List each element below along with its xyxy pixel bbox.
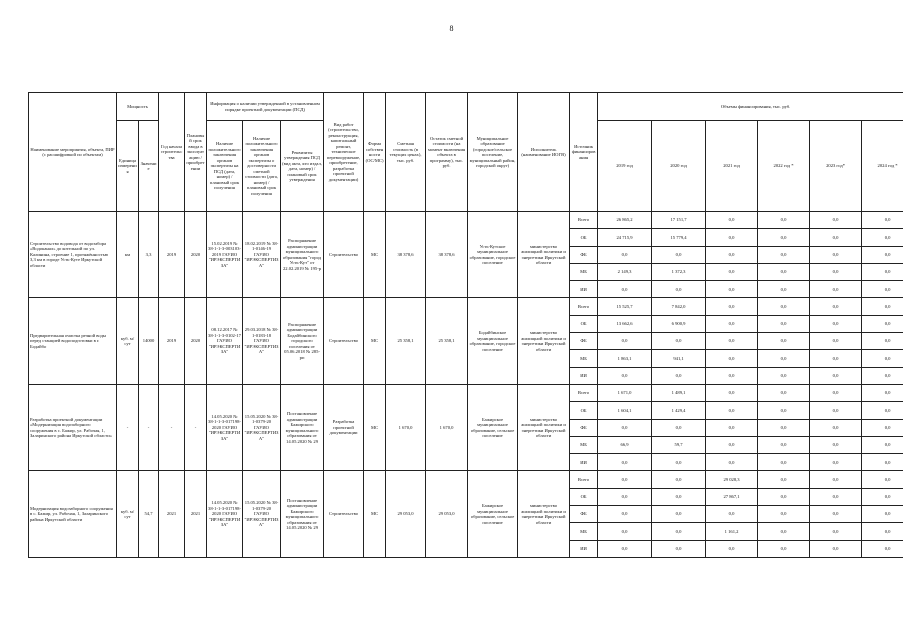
funding-value: 0,0: [862, 333, 903, 350]
header-year-2023: 2023 год*: [810, 121, 862, 212]
funding-value: 0,0: [862, 384, 903, 401]
funding-source-label: ФБ: [570, 506, 598, 523]
start-year: 2019: [159, 298, 185, 384]
funding-value: 0,0: [706, 436, 758, 453]
capacity-unit: км: [117, 212, 139, 298]
funding-value: 0,0: [862, 246, 903, 263]
funding-value: 0,0: [758, 333, 810, 350]
funding-value: 0,0: [810, 384, 862, 401]
funding-value: 6 900,9: [652, 315, 706, 332]
funding-value: 0,0: [862, 488, 903, 505]
table-row: [29, 298, 903, 315]
funding-value: 0,0: [810, 367, 862, 384]
funding-value: 0,0: [810, 315, 862, 332]
funding-source-label: Всего: [570, 298, 598, 315]
object-name: Модернизация водозаборного сооружения в с. Бажир, ул. Рабочая, 1, Заларинского района Иркутской области: [29, 471, 117, 557]
funding-value: 2 149,3: [598, 263, 652, 280]
funding-value: 0,0: [758, 506, 810, 523]
object-name: Строительство водовода от водозабора «Водоканал» до котельной по ул. Калинина, строение 1, протяжённостью 3,3 км в городе Усть-Куте Иркутской области: [29, 212, 117, 298]
header-capacity: Мощность: [117, 93, 159, 121]
planned-year: 2020: [185, 212, 207, 298]
capacity-value: -: [139, 384, 159, 470]
funding-value: 0,0: [758, 419, 810, 436]
funding-value: 0,0: [758, 384, 810, 401]
funding-value: 0,0: [810, 540, 862, 557]
expertise-cost: 29.03.2018 № 38-1-0183-18 ГАУИО "ИРЭКСПЕРТИЗА": [243, 298, 281, 384]
header-estimate-cost: Сметная стоимость (в текущих ценах), тыс. руб.: [386, 93, 426, 212]
executor: министерство жилищной политики и энергетики Иркутской области: [518, 212, 570, 298]
funding-value: 0,0: [862, 506, 903, 523]
funding-value: 0,0: [706, 419, 758, 436]
funding-value: 1 863,1: [598, 350, 652, 367]
expertise-psd: 08.12.2017 № 38-1-1-3-0102-17 ГАУИО "ИРЭКСПЕРТИЗА": [207, 298, 243, 384]
object-name: Предварительная очистка речной воды перед станцией водоподготовки в г. Бодайбо: [29, 298, 117, 384]
funding-value: 0,0: [706, 298, 758, 315]
funding-value: 0,0: [862, 454, 903, 471]
funding-value: 0,0: [862, 523, 903, 540]
work-type: Разработка проектной документации: [324, 384, 364, 470]
capacity-value: 54,7: [139, 471, 159, 557]
planned-year: -: [185, 384, 207, 470]
header-name: Наименование мероприятия, объекта, ПИР (с расшифровкой по объектам): [29, 93, 117, 212]
funding-value: 7 842,0: [652, 298, 706, 315]
funding-value: 0,0: [598, 281, 652, 298]
estimate-cost: 38 378,6: [386, 212, 426, 298]
ownership: МС: [364, 212, 386, 298]
header-year-2021: 2021 год: [706, 121, 758, 212]
funding-value: 0,0: [862, 471, 903, 488]
funding-source-label: Всего: [570, 384, 598, 401]
funding-value: 1 671,0: [598, 384, 652, 401]
expertise-cost: 15.05.2020 № 38-1-0379-20 ГАУИО "ИРЭКСПЕРТИЗА": [243, 471, 281, 557]
ownership: МС: [364, 298, 386, 384]
funding-value: 17 151,7: [652, 212, 706, 229]
funding-value: 0,0: [598, 488, 652, 505]
header-ownership: Форма собственности (ОС/МС): [364, 93, 386, 212]
executor: министерство жилищной политики и энергетики Иркутской области: [518, 471, 570, 557]
funding-value: 0,0: [652, 540, 706, 557]
start-year: -: [159, 384, 185, 470]
funding-value: 0,0: [706, 384, 758, 401]
funding-value: 0,0: [652, 367, 706, 384]
capacity-unit: -: [117, 384, 139, 470]
funding-value: 1 372,3: [652, 263, 706, 280]
funding-value: 0,0: [706, 246, 758, 263]
funding-value: 0,0: [758, 488, 810, 505]
funding-value: 0,0: [862, 436, 903, 453]
funding-value: 1 161,2: [706, 523, 758, 540]
capacity-value: 3,3: [139, 212, 159, 298]
funding-value: 0,0: [862, 419, 903, 436]
funding-value: 59,7: [652, 436, 706, 453]
expertise-cost: 18.02.2019 № 38-1-0146-19 ГАУИО "ИРЭКСПЕРТИЗА": [243, 212, 281, 298]
expertise-psd: 14.05.2020 № 38-1-1-3-017198-2020 ГАУИО "ИРЭКСПЕРТИЗА": [207, 384, 243, 470]
funding-value: 0,0: [810, 281, 862, 298]
funding-value: 0,0: [706, 263, 758, 280]
header-remaining-cost: Остаток сметной стоимости (на момент включения объекта в программу), тыс. руб.: [426, 93, 468, 212]
funding-source-label: ФБ: [570, 246, 598, 263]
funding-value: 27 867,1: [706, 488, 758, 505]
funding-value: 0,0: [652, 523, 706, 540]
planned-year: 2021: [185, 471, 207, 557]
funding-value: 0,0: [706, 540, 758, 557]
funding-source-label: ОБ: [570, 315, 598, 332]
funding-value: 0,0: [758, 540, 810, 557]
funding-value: 0,0: [810, 436, 862, 453]
funding-source-label: Всего: [570, 471, 598, 488]
funding-value: 0,0: [862, 367, 903, 384]
header-psd-info: Информация о наличии утвержденной в установленном порядке проектной документации (ПСД): [207, 93, 324, 121]
page-number: 8: [449, 24, 454, 33]
funding-value: 0,0: [706, 367, 758, 384]
municipality: Бажирское муниципальное образование, сельское поселение: [468, 384, 518, 470]
funding-value: 0,0: [706, 333, 758, 350]
funding-value: 0,0: [652, 454, 706, 471]
header-municipality: Муниципальное образование (городское/сельское поселение, муниципальный район, городской округ): [468, 93, 518, 212]
approval-details: Распоряжение администрации Бодайбинского городского поселения от 05.06.2018 № 285-рп: [281, 298, 324, 384]
funding-source-label: МБ: [570, 350, 598, 367]
funding-value: 941,1: [652, 350, 706, 367]
funding-value: 26 865,2: [598, 212, 652, 229]
funding-value: 66,9: [598, 436, 652, 453]
remaining-cost: 1 670,0: [426, 384, 468, 470]
funding-source-label: Всего: [570, 212, 598, 229]
header-expertise-psd: Наличие положительного заключения органов экспертизы на ПСД (дата, номер) / плановый срок получения: [207, 121, 243, 212]
funding-value: 0,0: [810, 246, 862, 263]
table-row: [29, 384, 903, 401]
ownership: МС: [364, 471, 386, 557]
funding-value: 0,0: [758, 523, 810, 540]
work-type: Строительство: [324, 471, 364, 557]
funding-value: 24 715,9: [598, 229, 652, 246]
header-planned-year: Плановый срок ввода в эксплуатацию / приобретении: [185, 93, 207, 212]
funding-value: 0,0: [652, 333, 706, 350]
executor: министерство жилищной политики и энергетики Иркутской области: [518, 298, 570, 384]
header-executor: Исполнитель (наименование ИОГВ): [518, 93, 570, 212]
funding-value: 0,0: [810, 419, 862, 436]
funding-value: 1 489,1: [652, 384, 706, 401]
funding-value: 0,0: [706, 281, 758, 298]
header-start-year: Год начала строительства: [159, 93, 185, 212]
capacity-unit: куб. м/сут: [117, 298, 139, 384]
funding-value: 0,0: [758, 471, 810, 488]
remaining-cost: 38 378,6: [426, 212, 468, 298]
funding-value: 0,0: [758, 315, 810, 332]
funding-value: 0,0: [598, 506, 652, 523]
start-year: 2021: [159, 471, 185, 557]
funding-value: 0,0: [810, 488, 862, 505]
executor: министерство жилищной политики и энергетики Иркутской области: [518, 384, 570, 470]
expertise-psd: 14.05.2020 № 38-1-1-3-017198-2020 ГАУИО "ИРЭКСПЕРТИЗА": [207, 471, 243, 557]
funding-value: 0,0: [758, 263, 810, 280]
planned-year: 2020: [185, 298, 207, 384]
ownership: МС: [364, 384, 386, 470]
header-year-2024: 2024 год *: [862, 121, 903, 212]
funding-value: 0,0: [652, 281, 706, 298]
funding-value: 0,0: [652, 488, 706, 505]
funding-source-label: ИИ: [570, 367, 598, 384]
header-value: Значение: [139, 121, 159, 212]
funding-value: 13 662,6: [598, 315, 652, 332]
funding-value: 0,0: [810, 402, 862, 419]
financing-table: [28, 92, 903, 558]
funding-value: 0,0: [598, 471, 652, 488]
start-year: 2019: [159, 212, 185, 298]
table-row: [29, 471, 903, 488]
funding-value: 0,0: [758, 350, 810, 367]
funding-source-label: МБ: [570, 523, 598, 540]
funding-value: 1 429,4: [652, 402, 706, 419]
funding-value: 15 525,7: [598, 298, 652, 315]
funding-value: 0,0: [862, 298, 903, 315]
funding-value: 0,0: [706, 229, 758, 246]
funding-source-label: ОБ: [570, 488, 598, 505]
funding-value: 0,0: [758, 367, 810, 384]
funding-source-label: МБ: [570, 263, 598, 280]
funding-value: 0,0: [758, 212, 810, 229]
funding-source-label: ОБ: [570, 402, 598, 419]
funding-value: 0,0: [598, 540, 652, 557]
funding-value: 0,0: [810, 506, 862, 523]
expertise-cost: 15.05.2020 № 38-1-0379-20 ГАУИО "ИРЭКСПЕРТИЗА": [243, 384, 281, 470]
work-type: Строительство: [324, 298, 364, 384]
funding-value: 0,0: [862, 402, 903, 419]
remaining-cost: 25 358,1: [426, 298, 468, 384]
funding-value: 0,0: [598, 454, 652, 471]
funding-value: 0,0: [706, 506, 758, 523]
funding-value: 0,0: [862, 315, 903, 332]
funding-value: 0,0: [598, 333, 652, 350]
funding-value: 0,0: [862, 350, 903, 367]
funding-value: 0,0: [758, 454, 810, 471]
funding-value: 0,0: [810, 333, 862, 350]
funding-value: 0,0: [706, 350, 758, 367]
funding-source-label: ИИ: [570, 454, 598, 471]
funding-value: 0,0: [652, 246, 706, 263]
estimate-cost: 1 670,0: [386, 384, 426, 470]
funding-value: 0,0: [810, 471, 862, 488]
header-year-2020: 2020 год: [652, 121, 706, 212]
municipality: Бодайбинское муниципальное образование, городское поселение: [468, 298, 518, 384]
approval-details: Распоряжение администрации муниципального образования "город Усть-Кут" от 22.02.2019 № 195-р: [281, 212, 324, 298]
funding-source-label: ИИ: [570, 281, 598, 298]
funding-source-label: МБ: [570, 436, 598, 453]
funding-value: 0,0: [810, 263, 862, 280]
funding-value: 0,0: [862, 281, 903, 298]
funding-value: 15 779,4: [652, 229, 706, 246]
header-unit: Единица измерения: [117, 121, 139, 212]
funding-value: 0,0: [652, 419, 706, 436]
funding-value: 0,0: [810, 523, 862, 540]
funding-value: 0,0: [706, 315, 758, 332]
header-year-2022: 2022 год *: [758, 121, 810, 212]
funding-value: 0,0: [810, 212, 862, 229]
estimate-cost: 25 358,1: [386, 298, 426, 384]
funding-value: 0,0: [706, 402, 758, 419]
funding-value: 0,0: [652, 506, 706, 523]
funding-value: 0,0: [652, 471, 706, 488]
header-expertise-cost: Наличие положительного заключения органов экспертизы о достоверности сметной стоимости (дата, номер) / плановый срок получения: [243, 121, 281, 212]
object-name: Разработка проектной документации «Модернизация водозаборного сооружения в с. Бажир, ул. Рабочая, 1, Заларинского района Иркутской области»: [29, 384, 117, 470]
funding-value: 0,0: [758, 298, 810, 315]
approval-details: Постановление администрации Бажирского муниципального образования от 14.05.2020 № 29: [281, 384, 324, 470]
funding-value: 0,0: [862, 229, 903, 246]
remaining-cost: 29 053,0: [426, 471, 468, 557]
header-year-2019: 2019 год: [598, 121, 652, 212]
funding-value: 0,0: [758, 246, 810, 263]
funding-source-label: ИИ: [570, 540, 598, 557]
funding-value: 0,0: [598, 246, 652, 263]
funding-value: 0,0: [758, 229, 810, 246]
funding-source-label: ФБ: [570, 419, 598, 436]
approval-details: Постановление администрации Бажирского муниципального образования от 14.05.2020 № 29: [281, 471, 324, 557]
work-type: Строительство: [324, 212, 364, 298]
funding-value: 0,0: [810, 350, 862, 367]
funding-value: 29 028,3: [706, 471, 758, 488]
header-approval: Реквизиты утверждения ПСД (вид акта, кто издал, дата, номер) / плановый срок утверждения: [281, 121, 324, 212]
funding-value: 0,0: [810, 298, 862, 315]
header-funding-source: Источник финансирования: [570, 93, 598, 212]
header-work-type: Вид работ (строительство, реконструкция, капитальный ремонт, техническое перевооружение, приобретение, разработка проектной документации): [324, 93, 364, 212]
header-funding-volume: Объемы финансирования, тыс. руб.: [598, 93, 903, 121]
funding-source-label: ФБ: [570, 333, 598, 350]
funding-value: 0,0: [758, 436, 810, 453]
funding-value: 0,0: [758, 281, 810, 298]
funding-value: 0,0: [706, 212, 758, 229]
funding-value: 0,0: [758, 402, 810, 419]
capacity-value: 14000: [139, 298, 159, 384]
funding-value: 0,0: [706, 454, 758, 471]
funding-value: 0,0: [862, 263, 903, 280]
funding-value: 0,0: [598, 367, 652, 384]
funding-source-label: ОБ: [570, 229, 598, 246]
municipality: Бажирское муниципальное образование, сельское поселение: [468, 471, 518, 557]
funding-value: 1 604,1: [598, 402, 652, 419]
table-row: [29, 212, 903, 229]
municipality: Усть-Кутское муниципальное образование, городское поселение: [468, 212, 518, 298]
funding-value: 0,0: [810, 454, 862, 471]
funding-value: 0,0: [810, 229, 862, 246]
funding-value: 0,0: [598, 523, 652, 540]
funding-value: 0,0: [598, 419, 652, 436]
capacity-unit: куб. м/сут: [117, 471, 139, 557]
expertise-psd: 15.02.2019 № 38-1-1-3-003103-2019 ГАУИО "ИРЭКСПЕРТИЗА": [207, 212, 243, 298]
estimate-cost: 29 053,0: [386, 471, 426, 557]
funding-value: 0,0: [862, 212, 903, 229]
funding-value: 0,0: [862, 540, 903, 557]
